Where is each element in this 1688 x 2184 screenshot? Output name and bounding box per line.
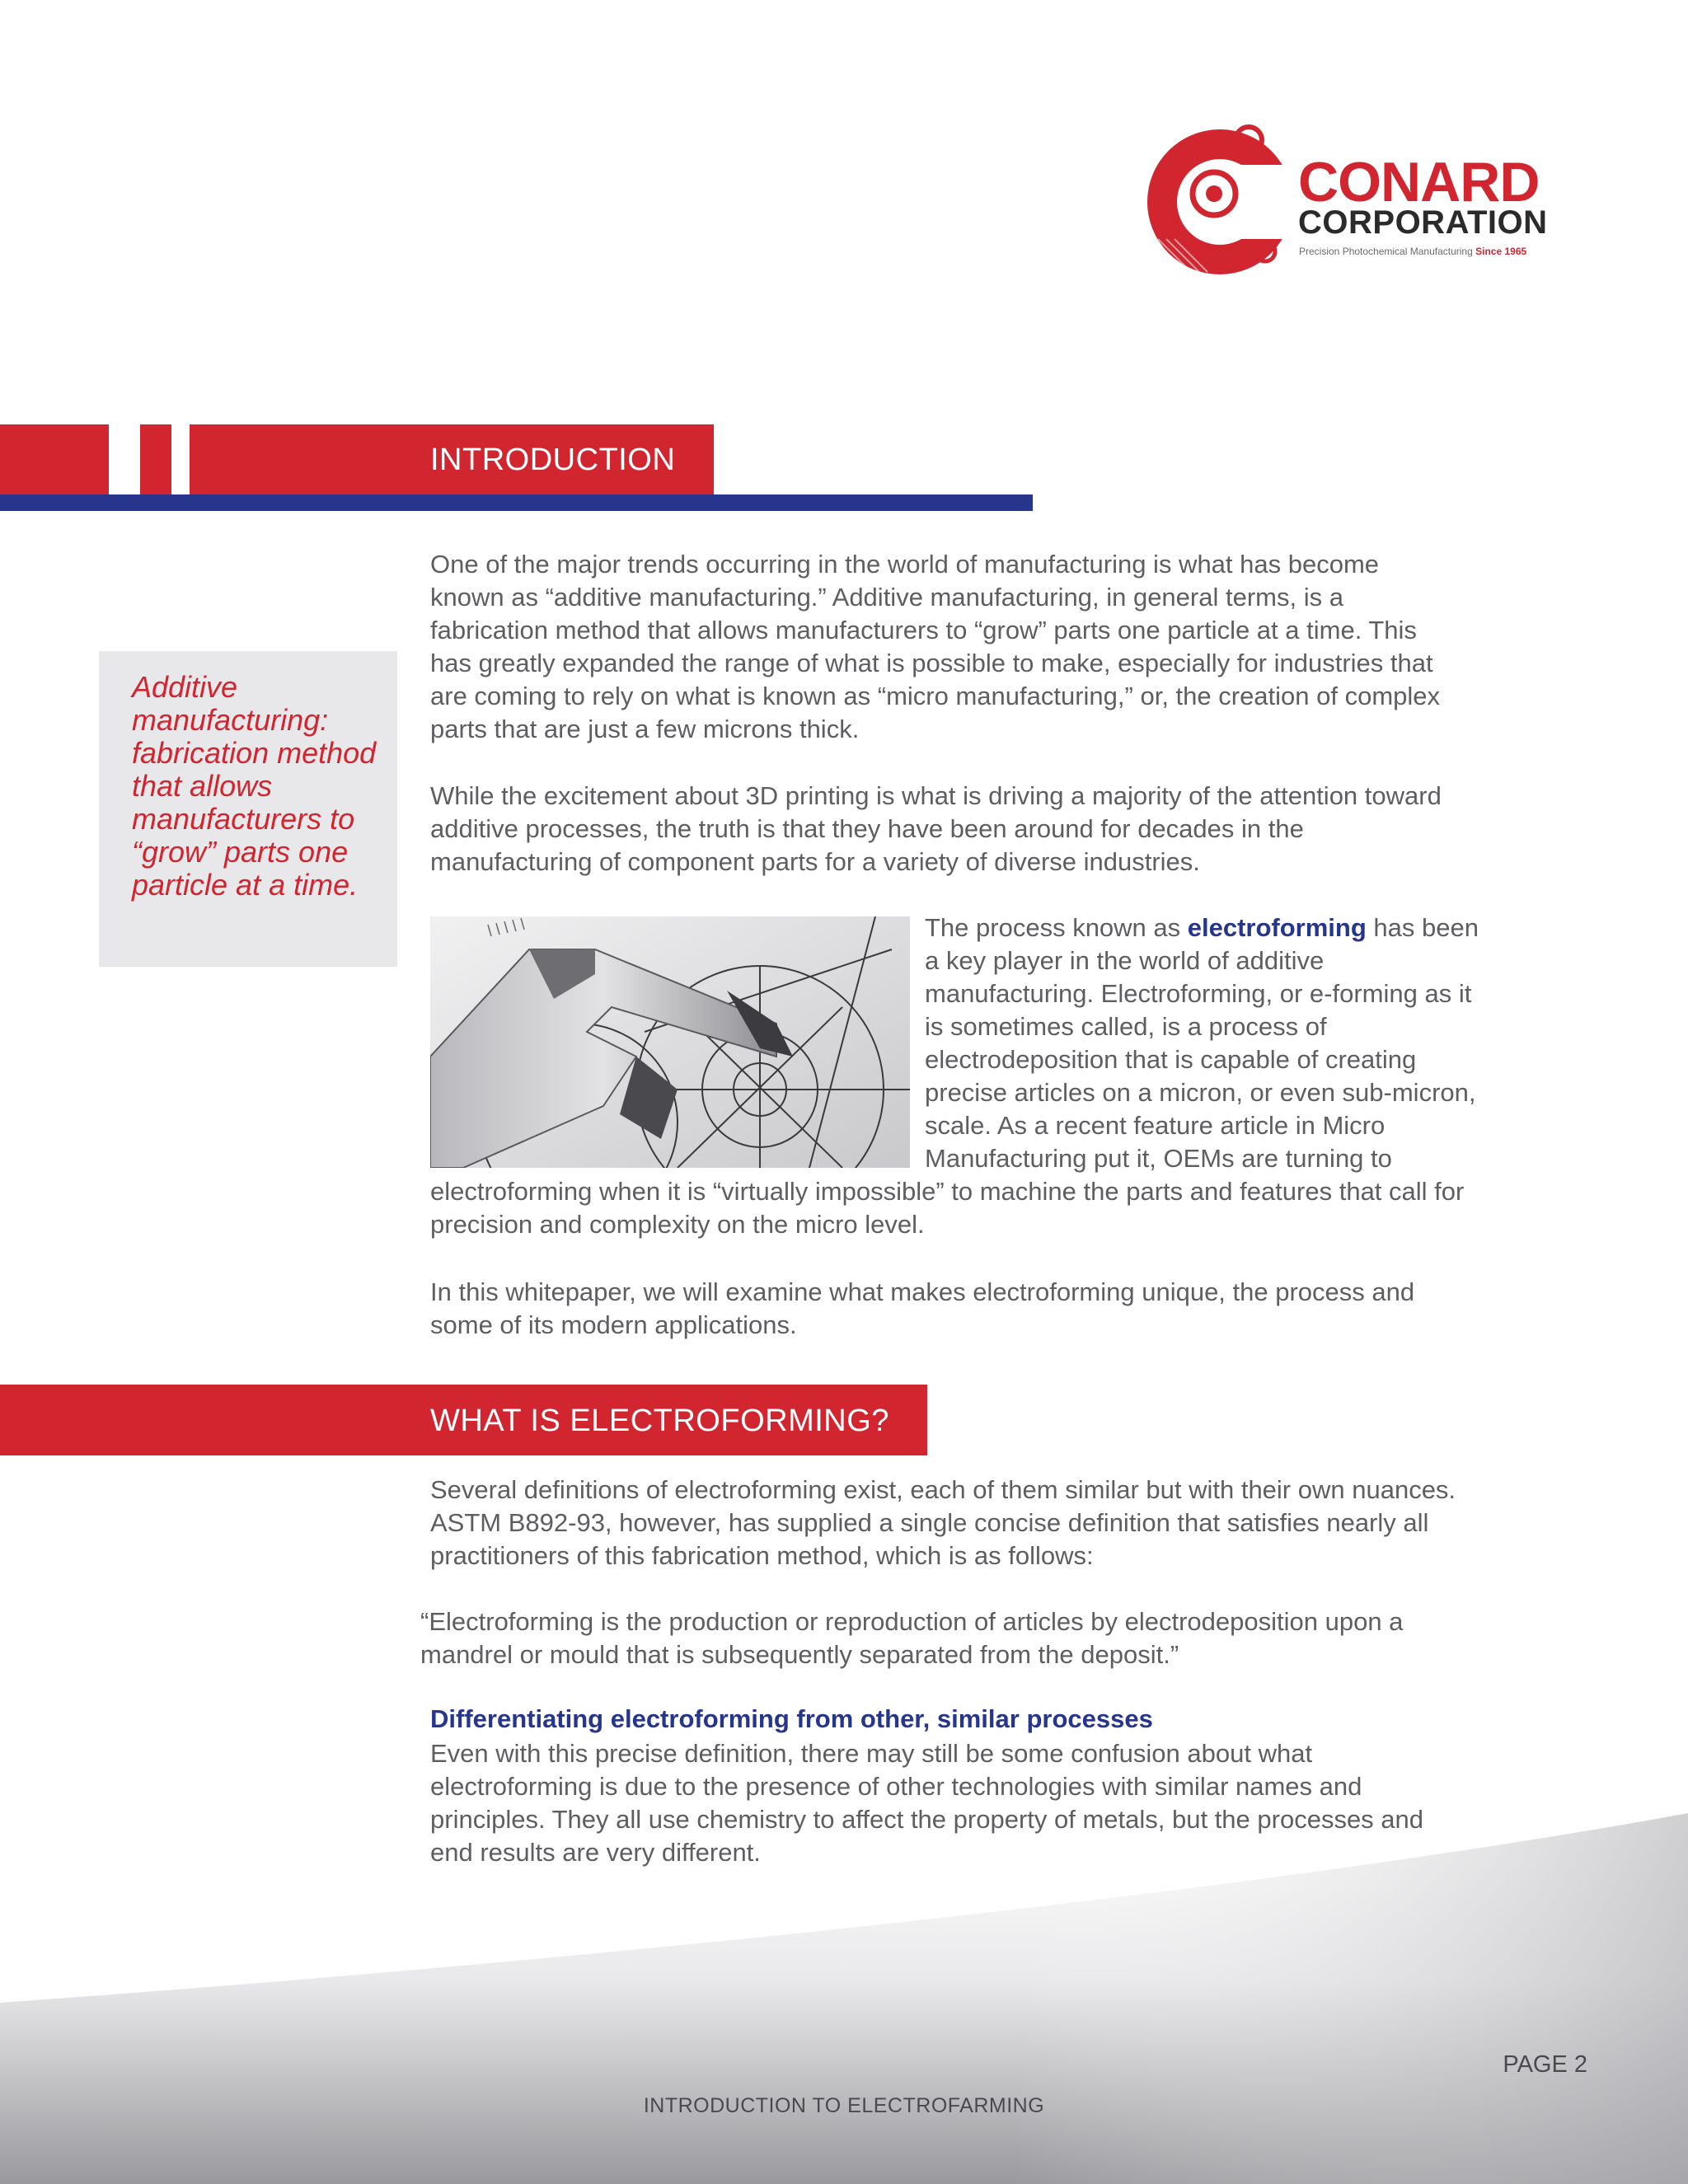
footer-document-title: INTRODUCTION TO ELECTROFARMING xyxy=(643,2094,1045,2117)
differentiating-subheading: Differentiating electroforming from other, similar processes xyxy=(430,1704,1153,1733)
intro-header-stripe-2 xyxy=(171,424,190,494)
astm-definition-quote: “Electroforming is the production or reproduction of articles by electrodeposition upon a mandrel or mould that is subsequently separated from the deposit.” xyxy=(420,1607,1404,1669)
electroforming-keyword: electroforming xyxy=(1187,913,1367,942)
photo-wrap-spacer xyxy=(430,912,925,1175)
p3-body-text: has been a key player in the world of additive manufacturing. Electroforming, or e-forming as it is sometimes called, is a process of electrodeposition that is capable of creating precise articles on a micron, or even sub-micron, scale. As a recent feature article in Micro Manufacturing put it, OEMs are turning to electroforming when it is “virtually impossible” to machine the parts and features that call for precision and complexity on the micro level. xyxy=(430,913,1479,1239)
electro-section-title: WHAT IS ELECTROFORMING? xyxy=(430,1404,889,1438)
logo-name: CONARD xyxy=(1298,151,1540,213)
intro-paragraph-2: While the excitement about 3D printing is what is driving a majority of the attention toward additive processes, the truth is that they have been around for decades in the manufacturing of component parts for a variety of diverse industries. xyxy=(430,781,1442,876)
intro-paragraph-3 xyxy=(430,912,1493,1241)
p3-lead-text: The process known as xyxy=(925,913,1188,942)
intro-header-stripe-1 xyxy=(109,424,140,494)
intro-header-underline xyxy=(0,494,1033,511)
page-number: PAGE 2 xyxy=(1503,2051,1587,2078)
intro-paragraph-4: In this whitepaper, we will examine what makes electroforming unique, the process and some of its modern applications. xyxy=(430,1277,1415,1339)
sidebar-pull-quote xyxy=(99,651,397,967)
intro-paragraph-1: One of the major trends occurring in the world of manufacturing is what has become known as “additive manufacturing.” Additive manufacturing, in general terms, is a fabrication method that allows manufacturers to “grow” parts one particle at a time. This has greatly expanded the range of what is possible to make, especially for industries that are coming to rely on what is known as “micro manufacturing,” or, the creation of complex parts that are just a few microns thick. xyxy=(430,550,1441,743)
logo-since: Since 1965 xyxy=(1475,246,1527,257)
electro-paragraph-2: Even with this precise definition, there may still be some confusion about what electroforming is due to the presence of other technologies with similar names and principles. They all use chemistry to affect the property of metals, but the processes and end results are very different. xyxy=(430,1739,1424,1867)
gear-emblem-icon xyxy=(1142,115,1290,280)
logo-subtitle: CORPORATION xyxy=(1298,204,1548,241)
conard-logo xyxy=(1142,115,1570,280)
logo-tagline xyxy=(1299,246,1526,257)
sidebar-quote-text: Additive manufacturing: fabrication method that allows manufacturers to “grow” parts one particle at a time. xyxy=(132,670,377,902)
electro-paragraph-1: Several definitions of electroforming exist, each of them similar but with their own nuances. ASTM B892-93, however, has supplied a single concise definition that satisfies nearly all practitioners of this fabrication method, which is as follows: xyxy=(430,1475,1456,1570)
logo-tagline-text: Precision Photochemical Manufacturing xyxy=(1299,246,1473,257)
intro-section-title: INTRODUCTION xyxy=(430,443,676,477)
